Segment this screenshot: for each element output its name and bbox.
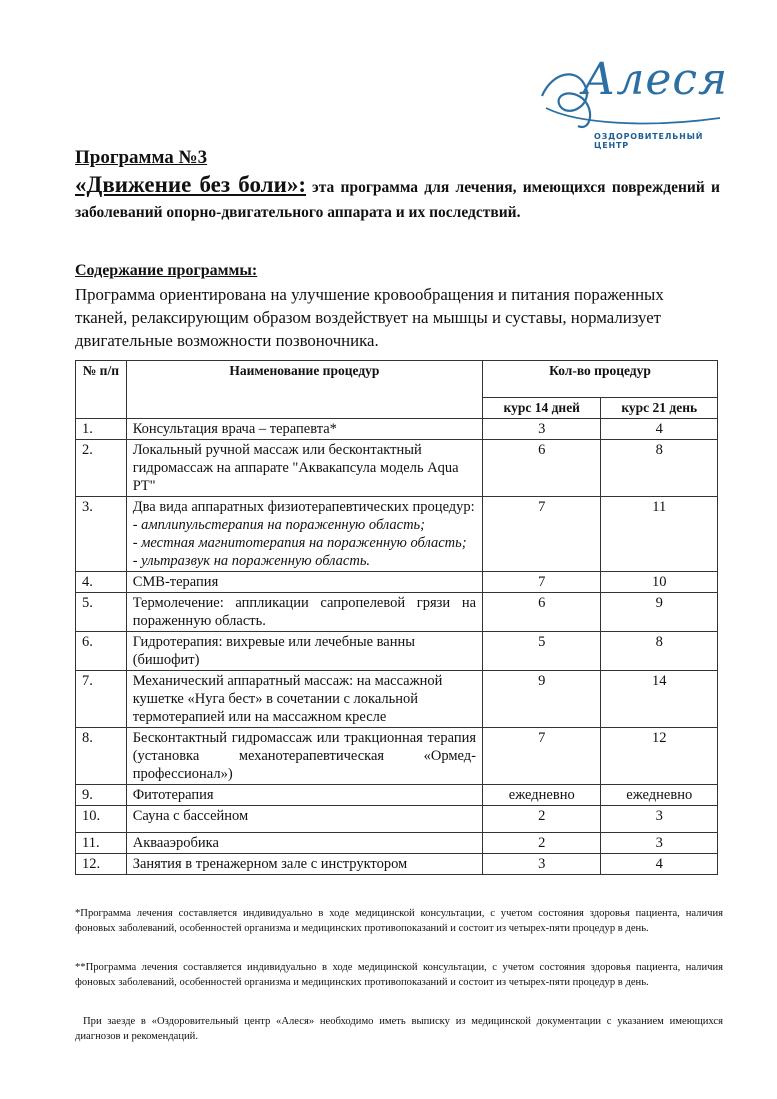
row-course-21: 11 (601, 497, 718, 572)
logo (538, 48, 728, 148)
row-num: 1. (76, 419, 127, 440)
program-number: Программа №3 (75, 147, 208, 168)
row-course-14: 2 (483, 806, 601, 833)
row-course-14: 5 (483, 632, 601, 671)
row-course-21: ежедневно (601, 785, 718, 806)
row-num: 12. (76, 854, 127, 875)
row-course-21: 9 (601, 593, 718, 632)
content-text: Программа ориентирована на улучшение кровообращения и питания пораженных тканей, релаксирующим образом воздействует на мышцы и суставы, нормализует двигательные возможности позвоночника. (75, 285, 664, 350)
header-course-21: курс 21 день (601, 398, 718, 419)
header-num: № п/п (76, 361, 127, 419)
row-num: 4. (76, 572, 127, 593)
row-num: 6. (76, 632, 127, 671)
row-name: Гидротерапия: вихревые или лечебные ванны (бишофит) (126, 632, 482, 671)
row-course-21: 12 (601, 728, 718, 785)
table-row (76, 785, 718, 806)
row-list-item: - ультразвук на пораженную область. (132, 553, 371, 569)
procedures-table (75, 360, 718, 875)
row-name: Консультация врача – терапевта* (126, 419, 482, 440)
row-course-14: 9 (483, 671, 601, 728)
footnote-2: **Программа лечения составляется индивидуально в ходе медицинской консультации, с учетом состояния здоровья пациента, наличия фоновых заболеваний, особенностей организма и медицинских противопоказаний и состоит из четырех-пяти процедур в день. (75, 962, 723, 988)
row-num: 10. (76, 806, 127, 833)
table-row (76, 728, 718, 785)
row-name: Занятия в тренажерном зале с инструктором (126, 854, 482, 875)
row-course-21: 14 (601, 671, 718, 728)
header-name: Наименование процедур (126, 361, 482, 419)
row-num: 9. (76, 785, 127, 806)
table-row (76, 497, 718, 572)
row-num: 2. (76, 440, 127, 497)
row-name: Фитотерапия (126, 785, 482, 806)
program-name: «Движение без боли»: (75, 172, 306, 197)
table-row (76, 806, 718, 833)
table-row (76, 671, 718, 728)
row-name: СМВ-терапия (126, 572, 482, 593)
row-name-with-list (126, 497, 482, 572)
row-course-21: 10 (601, 572, 718, 593)
row-course-21: 8 (601, 632, 718, 671)
header-count: Кол-во процедур (483, 361, 718, 398)
row-course-14: 7 (483, 728, 601, 785)
table-row (76, 572, 718, 593)
row-name: Два вида аппаратных физиотерапевтических процедур: (132, 499, 475, 515)
table-row (76, 632, 718, 671)
row-name: Сауна с бассейном (126, 806, 482, 833)
row-course-14: 3 (483, 854, 601, 875)
row-num: 3. (76, 497, 127, 572)
row-num: 8. (76, 728, 127, 785)
table-row (76, 440, 718, 497)
table-row (76, 833, 718, 854)
content-heading: Содержание программы: (75, 262, 258, 279)
footnote-3: При заезде в «Оздоровительный центр «Алеся» необходимо иметь выписку из медицинской документации с указанием имеющихся диагнозов и рекомендаций. (75, 1016, 723, 1042)
row-course-14: 3 (483, 419, 601, 440)
logo-subtitle: ОЗДОРОВИТЕЛЬНЫЙ ЦЕНТР (594, 132, 704, 150)
row-course-21: 3 (601, 833, 718, 854)
row-list-item: - амплипульстерапия на пораженную область; (132, 517, 425, 533)
row-num: 5. (76, 593, 127, 632)
row-num: 7. (76, 671, 127, 728)
row-course-21: 8 (601, 440, 718, 497)
table-header-row (76, 361, 718, 398)
row-course-21: 4 (601, 854, 718, 875)
row-course-14: ежедневно (483, 785, 601, 806)
row-course-14: 7 (483, 497, 601, 572)
row-name: Термолечение: аппликации сапропелевой грязи на пораженную область. (126, 593, 482, 632)
row-name: Механический аппаратный массаж: на массажной кушетке «Нуга бест» в сочетании с локальной термотерапией или на массажном кресле (126, 671, 482, 728)
row-list-item: - местная магнитотерапия на пораженную область; (132, 535, 467, 551)
row-course-21: 3 (601, 806, 718, 833)
header-course-14: курс 14 дней (483, 398, 601, 419)
row-course-21: 4 (601, 419, 718, 440)
row-name: Бесконтактный гидромассаж или тракционная терапия (установка механотерапевтическая «Ормед-профессионал») (126, 728, 482, 785)
row-name: Аквааэробика (126, 833, 482, 854)
row-course-14: 2 (483, 833, 601, 854)
program-description: эта программа для лечения, имеющихся повреждений и заболеваний опорно-двигательного аппарата и их последствий. (75, 179, 720, 221)
row-course-14: 7 (483, 572, 601, 593)
table-row (76, 593, 718, 632)
table-row (76, 854, 718, 875)
logo-wordmark: Алеся (582, 54, 729, 105)
row-name: Локальный ручной массаж или бесконтактный гидромассаж на аппарате "Аквакапсула модель Aqua PT" (126, 440, 482, 497)
program-title-block (75, 172, 720, 225)
row-num: 11. (76, 833, 127, 854)
table-row (76, 419, 718, 440)
footnote-1: *Программа лечения составляется индивидуально в ходе медицинской консультации, с учетом состояния здоровья пациента, наличия фоновых заболеваний, особенностей организма и медицинских противопоказаний и состоит из четырех-пяти процедур в день. (75, 908, 723, 934)
row-course-14: 6 (483, 440, 601, 497)
row-course-14: 6 (483, 593, 601, 632)
